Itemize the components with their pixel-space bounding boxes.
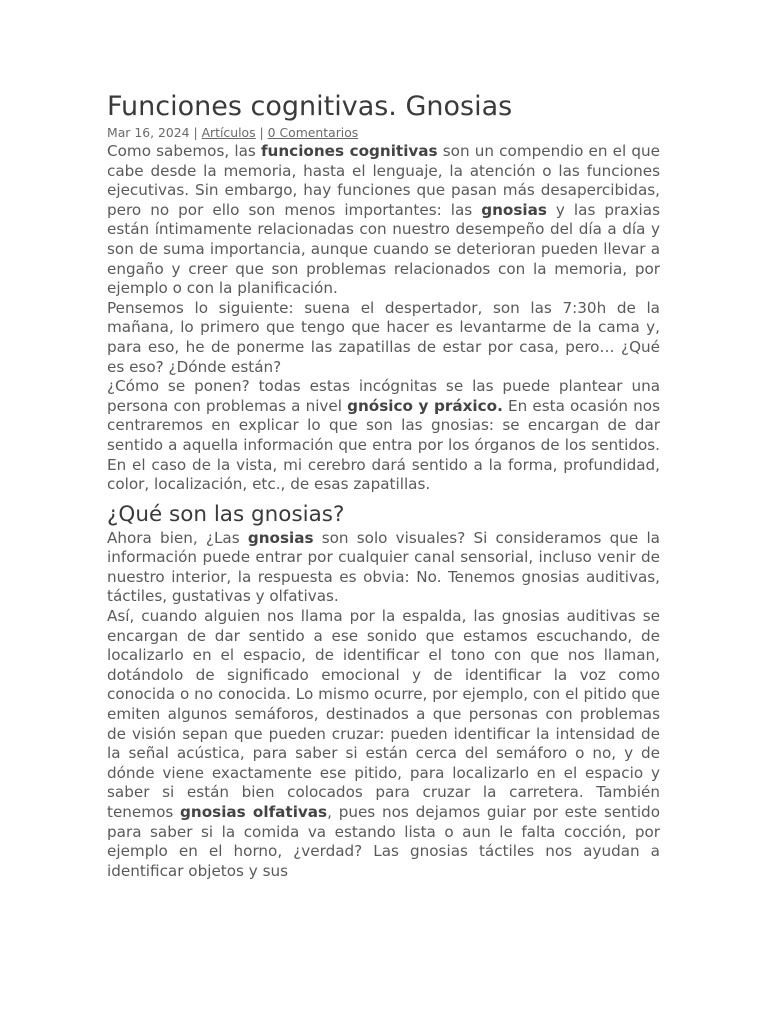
bold-text: gnosias bbox=[247, 528, 314, 547]
paragraph-types bbox=[107, 529, 660, 607]
paragraph-gnosias-intro bbox=[107, 377, 660, 495]
text-run: son un compendio en el que cabe desde la memoria, hasta el lenguaje, la atención o las funciones ejecutivas. Sin embargo, hay funciones que pasan más desapercibidas, pero no por ello son menos importantes: las bbox=[107, 142, 661, 219]
meta-separator: | bbox=[255, 125, 268, 140]
meta-separator: | bbox=[189, 125, 202, 140]
text-run: y las praxias están íntimamente relacionadas con nuestro desempeño del día a día y son de suma importancia, aunque cuando se deterioran pueden llevar a engaño y creer que son problemas relacionados con la memoria, por ejemplo o con la planificación. bbox=[107, 200, 660, 298]
text-run: Ahora bien, ¿Las bbox=[107, 528, 248, 547]
article bbox=[107, 88, 660, 881]
paragraph-auditory bbox=[107, 607, 660, 881]
category-link[interactable]: Artículos bbox=[201, 125, 256, 140]
section-heading: ¿Qué son las gnosias? bbox=[107, 501, 345, 527]
bold-text: gnosias bbox=[481, 200, 547, 219]
page-title: Funciones cognitivas. Gnosias bbox=[107, 91, 513, 122]
post-date: Mar 16, 2024 bbox=[107, 125, 190, 140]
text-run: Como sabemos, las bbox=[107, 142, 261, 160]
text-run: En esta ocasión nos centraremos en explicar lo que son las gnosias: se encargan de dar sentido a aquella información que entra por los órganos de los sentidos. En el caso de la vista, mi cerebro dará sentido a la forma, profundidad, color, localización, etc., de esas zapatillas. bbox=[107, 396, 661, 494]
text-run: Así, cuando alguien nos llama por la espalda, las gnosias auditivas se encargan de dar sentido a ese sonido que estamos escuchando, de localizarlo en el espacio, de identificar el tono con que nos llaman, dotándolo de significado emocional y de identificar la voz como conocida o no conocida. Lo mismo ocurre, por ejemplo, con el pitido que emiten algunos semáforos, destinados a que personas con problemas de visión sepan que pueden cruzar: pueden identificar la intensidad de la señal acústica, para saber si están cerca del semáforo o no, y de dónde viene exactamente ese pitido, para localizarlo en el espacio y saber si están bien colocados para cruzar la carretera. También tenemos bbox=[107, 607, 660, 821]
post-meta bbox=[107, 126, 660, 140]
bold-text: gnósico y práxico. bbox=[347, 396, 503, 415]
text-run: , pues nos dejamos guiar por este sentido para saber si la comida va estando lista o aun le falta cocción, por ejemplo en el horno, ¿verdad? Las gnosias táctiles nos ayudan a identificar objetos y sus bbox=[107, 803, 660, 880]
paragraph-example: Pensemos lo siguiente: suena el despertador, son las 7:30h de la mañana, lo primero que tengo que hacer es levantarme de la cama y, para eso, he de ponerme las zapatillas de estar por casa, pero… ¿Qué es eso? ¿Dónde están? bbox=[107, 298, 660, 376]
comments-link[interactable]: 0 Comentarios bbox=[267, 125, 359, 140]
bold-text: gnosias olfativas bbox=[180, 803, 328, 821]
paragraph-intro bbox=[107, 142, 660, 299]
bold-text: funciones cognitivas bbox=[260, 142, 438, 160]
text-run: ¿Cómo se ponen? todas estas incógnitas se las puede plantear una persona con problemas a nivel bbox=[107, 377, 660, 415]
text-run: son solo visuales? Si consideramos que la información puede entrar por cualquier canal sensorial, incluso venir de nuestro interior, la respuesta es obvia: No. Tenemos gnosias auditivas, táctiles, gustativas y olfativas. bbox=[107, 528, 660, 606]
